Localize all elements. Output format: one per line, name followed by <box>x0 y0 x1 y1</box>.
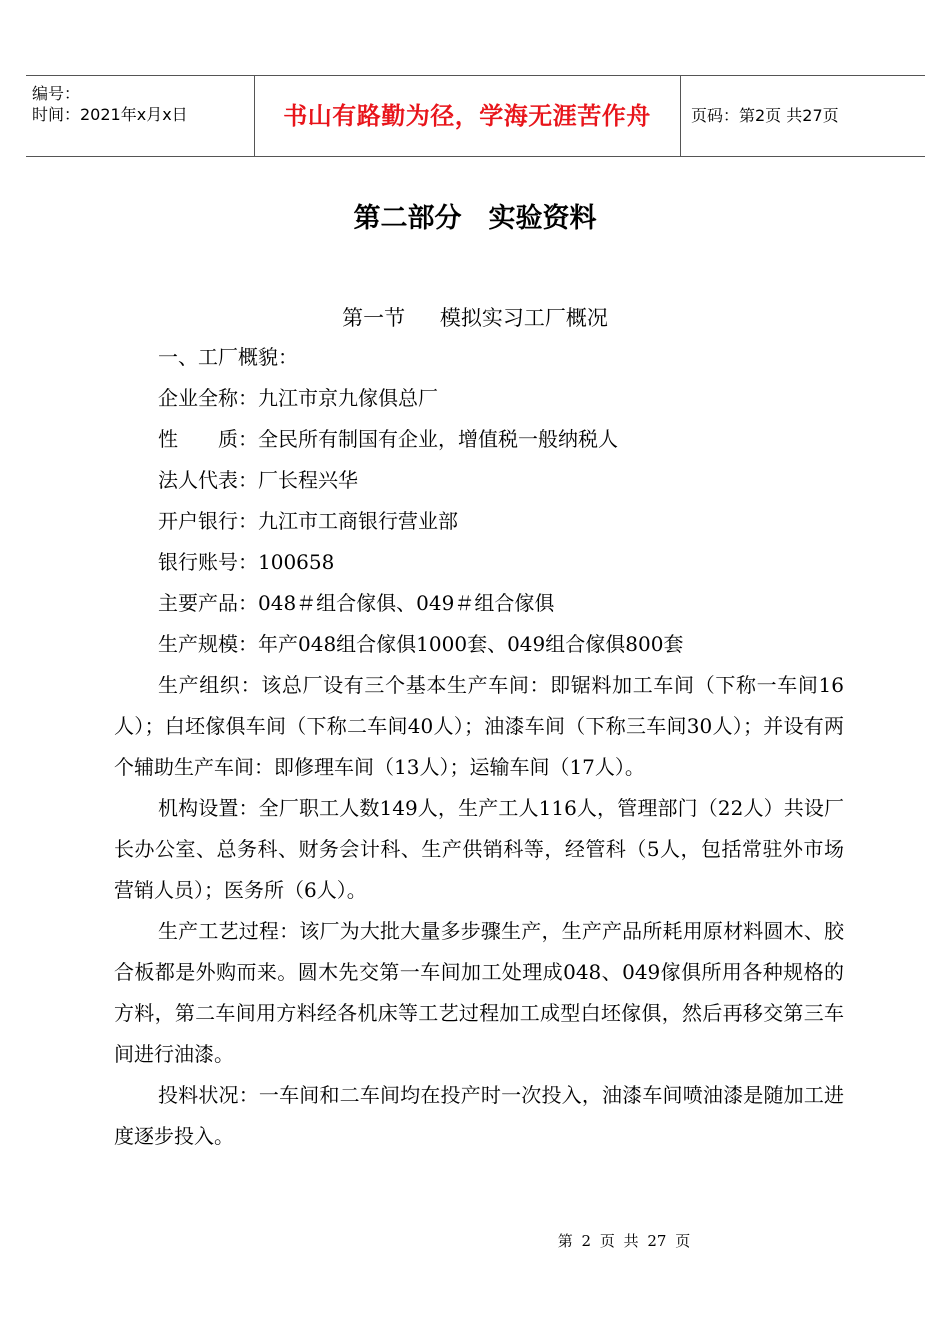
paragraph: 银行账号：100658 <box>158 550 335 574</box>
paragraph: 一、工厂概貌： <box>158 345 298 369</box>
document-title: 第二部分 实验资料 <box>353 203 597 234</box>
paragraph: 性 质：全民所有制国有企业，增值税一般纳税人 <box>158 427 618 451</box>
paragraph: 生产组织：该总厂设有三个基本生产车间：即锯料加工车间（下称一车间16人）；白坯傢俱车间（下称二车间40人）；油漆车间（下称三车间30人）；并设有两个辅助生产车间：即修理车间（13人）；运输车间（17人）。 <box>114 673 844 779</box>
motto-text: 书山有路勤为径，学海无涯苦作舟 <box>283 102 651 130</box>
paragraph: 开户银行：九江市工商银行营业部 <box>158 509 458 533</box>
header-left-cell <box>26 76 255 156</box>
paragraph: 法人代表：厂长程兴华 <box>158 468 358 492</box>
section-title: 第一节 模拟实习工厂概况 <box>342 306 608 330</box>
number-label: 编号： <box>32 84 81 103</box>
paragraph: 机构设置：全厂职工人数149人，生产工人116人，管理部门（22人）共设厂长办公室、总务科、财务会计科、生产供销科等，经管科（5人，包括常驻外市场营销人员）；医务所（6人）。 <box>114 796 844 902</box>
time-label: 时间：2021年x月x日 <box>32 105 188 124</box>
header-page-cell <box>681 76 925 156</box>
page-header <box>26 75 925 157</box>
header-page-info: 页码：第2页 共27页 <box>691 106 839 125</box>
paragraph: 主要产品：048＃组合傢俱、049＃组合傢俱 <box>158 591 555 615</box>
paragraph: 生产规模：年产048组合傢俱1000套、049组合傢俱800套 <box>158 632 684 656</box>
header-motto-cell <box>254 76 681 156</box>
document-body <box>114 337 844 1157</box>
paragraph: 企业全称：九江市京九傢俱总厂 <box>158 386 438 410</box>
paragraph: 生产工艺过程：该厂为大批大量多步骤生产，生产产品所耗用原材料圆木、胶合板都是外购而来。圆木先交第一车间加工处理成048、049傢俱所用各种规格的方料，第二车间用方料经各机床等工艺过程加工成型白坯傢俱，然后再移交第三车间进行油漆。 <box>114 919 844 1066</box>
paragraph: 投料状况：一车间和二车间均在投产时一次投入，油漆车间喷油漆是随加工进度逐步投入。 <box>114 1083 844 1148</box>
page-footer: 第 2 页 共 27 页 <box>557 1232 691 1250</box>
